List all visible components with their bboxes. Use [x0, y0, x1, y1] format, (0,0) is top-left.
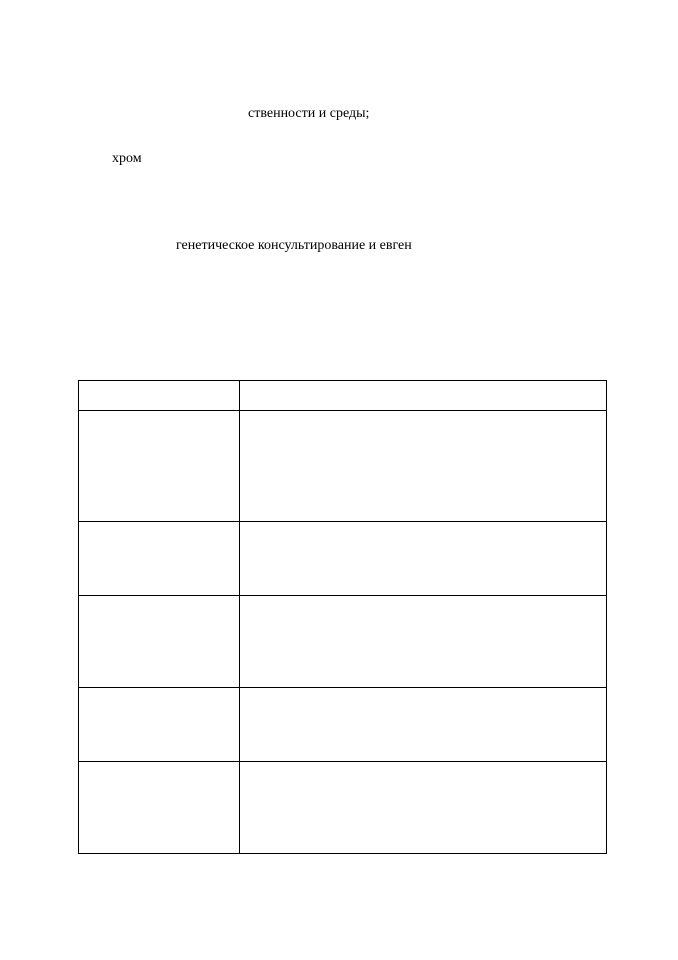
table-cell	[240, 596, 607, 688]
table-row	[79, 411, 607, 522]
table-cell	[79, 688, 240, 762]
table-cell	[79, 411, 240, 522]
table-row	[79, 762, 607, 854]
table-cell	[240, 381, 607, 411]
table-cell	[240, 522, 607, 596]
text-line: генетическое консультирование и евген	[176, 238, 412, 253]
table-cell	[240, 762, 607, 854]
table-row	[79, 522, 607, 596]
table-cell	[240, 688, 607, 762]
table-cell	[79, 762, 240, 854]
table-row	[79, 596, 607, 688]
document-table	[78, 380, 607, 854]
text-line: хром	[112, 151, 142, 166]
table-header-row	[79, 381, 607, 411]
table-cell	[79, 596, 240, 688]
table-cell	[79, 381, 240, 411]
table-cell	[79, 522, 240, 596]
text-line: ственности и среды;	[248, 106, 370, 121]
table-cell	[240, 411, 607, 522]
table-row	[79, 688, 607, 762]
